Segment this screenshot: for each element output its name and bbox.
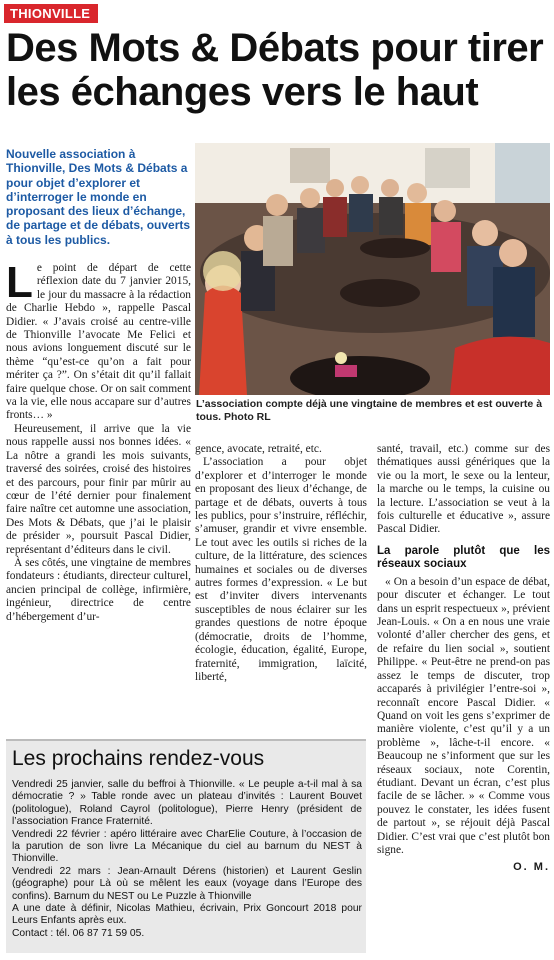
contact-line: Contact : tél. 06 87 71 59 05. <box>12 927 145 939</box>
paragraph: À ses côtés, une vingtaine de membres fondateurs : étudiants, directeur culturel, ancien principal de collège, infirmière, ingénieur, directrice de centre d’hébergement d’ur- <box>6 556 191 623</box>
author-signature: O. M. <box>513 861 550 874</box>
event-item: Vendredi 22 mars : Jean-Arnault Dérens (historien) et Laurent Geslin (géographe) pour Là où se mêlent les eaux (voyage dans l’Europe des confins). Barnum du NEST ou Le Puzzle à Thionville <box>12 865 362 902</box>
paragraph: santé, travail, etc.) comme sur des thématiques aussi génériques que la vie ou la mort, le sexe ou la lenteur, la marche ou le temps, la cuisine ou la lecture. L’association se veut à la fois culturelle et éducative », assure Pascal Didier. <box>377 443 550 536</box>
events-list <box>12 779 362 940</box>
article-lead: Nouvelle association à Thionville, Des Mots & Débats a pour objet d’explorer et d’interroger le monde en proposant des lieux d’échange, de partage et de débats, ouverts à tous les publics. <box>6 147 191 247</box>
paragraph: gence, avocate, retraité, etc. <box>195 443 322 455</box>
event-item: Vendredi 25 janvier, salle du beffroi à Thionville. « Le peuple a-t-il mal à sa démocratie ? » Table ronde avec un plateau d’invités : Laurent Bouvet (politologue), Roland Cayrol (politologue), Pierre Henry (président de l’association France Fraternité. <box>12 779 362 828</box>
article-headline: Des Mots & Débats pour tirer les échanges vers le haut <box>6 26 544 114</box>
paragraph: e point de départ de cette réflexion date du 7 janvier 2015, le jour du massacre à la rédaction de Charlie Hebdo », rappelle Pascal Didier. « J’avais croisé au centre-ville de Thionville l’avocate Me Felici et nous avions longuement discuté sur le thème “qu’est-ce qu’on a fait pour mériter ça ?”. On s’était dit qu’il fallait faire quelque chose. Or on sait comment va la vie, elle nous accapare sur d’autres fronts… » <box>6 262 191 422</box>
events-box <box>6 739 366 953</box>
paragraph: L’association a pour objet d’explorer et d’interroger le monde en proposant des lieux d’échange, de partage et de débats, ouverts à tous les publics, pour s’instruire, réfléchir, s’amuser, grandir et vivre ensemble. Le tout avec les outils si riches de la culture, de la littérature, des sciences humaines et sociales ou de diverses autres formes d’expression. « Le but est d’inviter divers intervenants susceptibles de nous éclairer sur les grandes questions de notre époque (démocratie, droits de l’homme, écologie, éducation, égalité, Europe, fraternité, immigration, laïcité, liberté, <box>195 456 367 683</box>
events-box-title: Les prochains rendez-vous <box>12 747 265 770</box>
article-photo <box>195 143 550 395</box>
article-column-1 <box>6 258 191 624</box>
article-column-2 <box>195 443 367 684</box>
event-item: Vendredi 22 février : apéro littéraire avec CharElie Couture, à l’occasion de la parution de son livre La Mécanique du ciel au barnum du NEST à Thionville. <box>12 828 362 865</box>
drop-cap: L <box>6 258 33 307</box>
article-subhead: La parole plutôt que les réseaux sociaux <box>377 544 550 571</box>
article-column-3 <box>377 443 550 875</box>
photo-illustration <box>195 143 550 395</box>
photo-caption: L’association compte déjà une vingtaine de membres et est ouverte à tous. Photo RL <box>196 398 543 423</box>
section-tag: THIONVILLE <box>4 4 98 23</box>
paragraph: Heureusement, il arrive que la vie nous rappelle aussi nos bonnes idées. « La nôtre a grandi les mois suivants, traversé des soirées, croisé des histoires et des parcours, pour finir par mûrir au cœur de l’été dernier pour finalement faire naître cet automne une association, Des Mots & Débats, que j’ai le plaisir de présider », poursuit Pascal Didier, représentant d’éditeurs dans le civil. <box>6 422 191 556</box>
event-item: A une date à définir, Nicolas Mathieu, écrivain, Prix Goncourt 2018 pour Leurs Enfants après eux. <box>12 903 362 927</box>
paragraph: « On a besoin d’un espace de débat, pour discuter et échanger. Le tout dans un esprit respectueux », prévient Jean-Louis. « On a en nous une vraie volonté d’aller chercher des gens, et de refaire du lien social », soutient Philippe. « Peut-être ne prend-on pas assez le temps de discuter, trop accaparés à privilégier l’entre-soi », reconnaît encore Pascal Didier. « Quand on voit les gens s’exprimer de manière violente, c’est qu’il y a un problème », lâche-t-il encore. « Beaucoup ne s’informent que sur les réseaux sociaux, note Corentin, étudiant. Devant un écran, c’est plus facile de se lâcher. » « Comme vous pouvez le constater, les idées fusent de partout », se réjouit déjà Pascal Didier. C’est vrai que c’est plutôt bon signe. <box>377 575 550 856</box>
